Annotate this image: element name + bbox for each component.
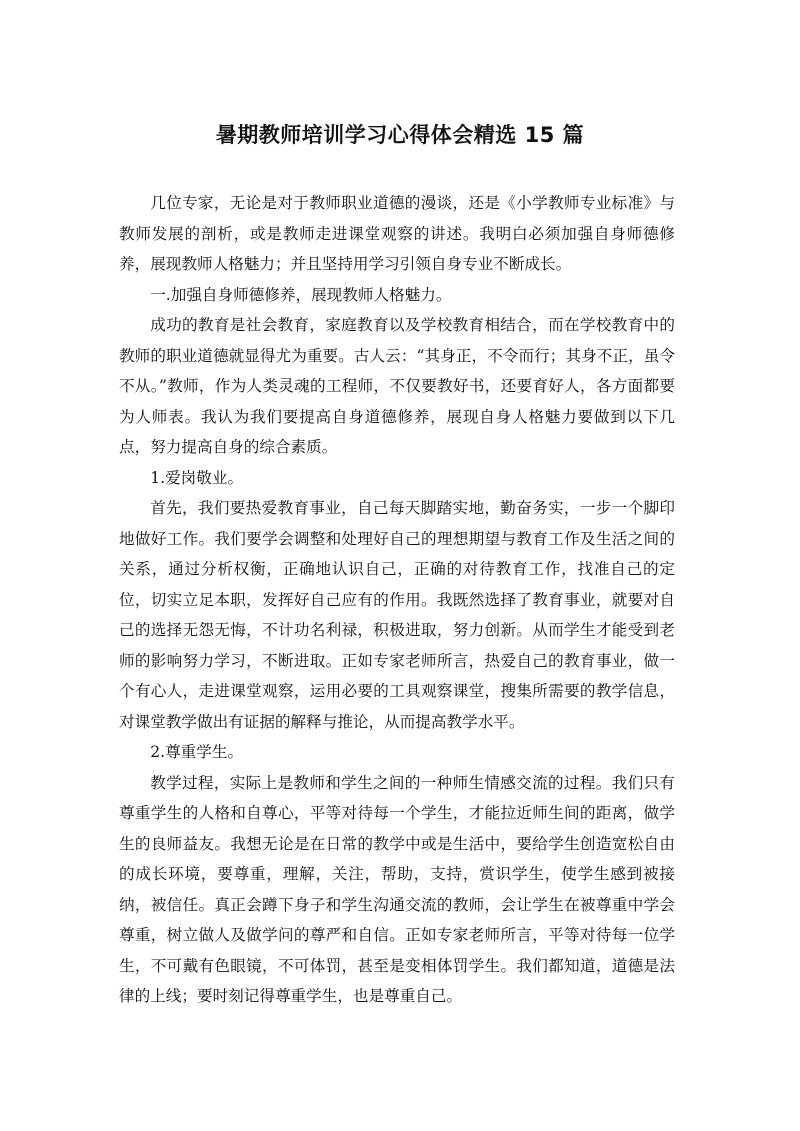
paragraph-dedication: 首先，我们要热爱教育事业，自己每天脚踏实地，勤奋务实，一步一个脚印地做好工作。我们要学会调整和处理好自己的理想期望与教育工作及生活之间的关系，通过分析权衡，正确地认识自己，正确的对待教育工作，找准自己的定位，切实立足本职，发挥好自己应有的作用。我既然选择了教育事业，就要对自己的选择无怨无悔，不计功名利禄，积极进取，努力创新。从而学生才能受到老师的影响努力学习，不断进取。正如专家老师所言，热爱自己的教育事业，做一个有心人，走进课堂观察，运用必要的工具观察课堂，搜集所需要的教学信息，对课堂教学做出有证据的解释与推论，从而提高教学水平。 [119, 499, 675, 731]
document-body [119, 188, 675, 1012]
section-heading-1: 一.加强自身师德修养，展现教师人格魅力。 [150, 285, 452, 304]
subheading-1: 1.爱岗敬业。 [150, 468, 244, 487]
paragraph-intro: 几位专家，无论是对于教师职业道德的漫谈，还是《小学教师专业标准》与教师发展的剖析，或是教师走进课堂观察的讲述。我明白必须加强自身师德修养，展现教师人格魅力；并且坚持用学习引领自身专业不断成长。 [119, 194, 675, 273]
paragraph-ethics: 成功的教育是社会教育，家庭教育以及学校教育相结合，而在学校教育中的教师的职业道德就显得尤为重要。古人云：“其身正，不令而行；其身不正，虽令不从。”教师，作为人类灵魂的工程师，不仅要教好书，还要育好人，各方面都要为人师表。我认为我们要提高自身道德修养，展现自身人格魅力要做到以下几点，努力提高自身的综合素质。 [119, 316, 675, 456]
subheading-2: 2.尊重学生。 [150, 743, 244, 761]
document-title: 暑期教师培训学习心得体会精选 15 篇 [215, 123, 585, 147]
paragraph-respect: 教学过程，实际上是教师和学生之间的一种师生情感交流的过程。我们只有尊重学生的人格和自尊心，平等对待每一个学生，才能拉近师生间的距离，做学生的良师益友。我想无论是在日常的教学中或是生活中，要给学生创造宽松自由的成长环境，要尊重，理解，关注，帮助，支持，赏识学生，使学生感到被接纳，被信任。真正会蹲下身子和学生沟通交流的教师，会让学生在被尊重中学会尊重，树立做人及做学问的尊严和自信。正如专家老师所言，平等对待每一位学生，不可戴有色眼镜，不可体罚，甚至是变相体罚学生。我们都知道，道德是法律的上线；要时刻记得尊重学生，也是尊重自己。 [119, 773, 675, 1005]
